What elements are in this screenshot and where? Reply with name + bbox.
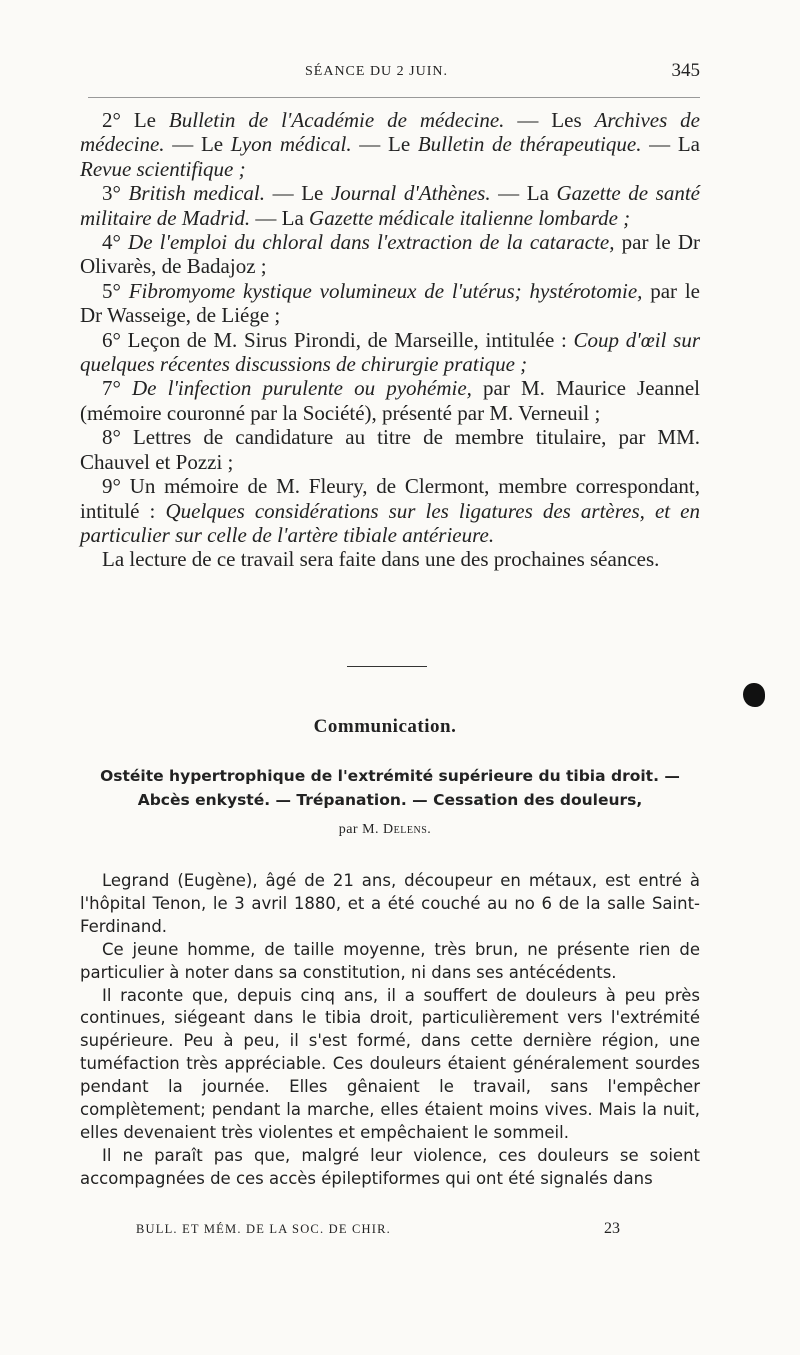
- italic-title: British medical.: [128, 181, 265, 206]
- article-title: Ostéite hypertrophique de l'extrémité supérieure du tibia droit. — Abcès enkysté. — Trépanation. — Cessation des douleurs,: [100, 767, 680, 809]
- byline: [0, 822, 770, 838]
- byline-prefix: par M.: [338, 822, 380, 837]
- italic-title: Lyon médical.: [230, 132, 352, 157]
- italic-title: Journal d'Athènes.: [330, 181, 491, 206]
- italic-title: De l'infection purulente ou pyohémie,: [132, 376, 472, 401]
- list-item: 3° British medical. — Le Journal d'Athènes. — La Gazette de santé militaire de Madrid. — La Gazette médicale italienne lombarde ;: [80, 181, 700, 230]
- list-item: 6° Leçon de M. Sirus Pirondi, de Marseille, intitulée : Coup d'œil sur quelques récentes discussions de chirurgie pratique ;: [80, 327, 700, 377]
- article-body: [80, 870, 700, 1191]
- ink-blot-mark: [743, 683, 765, 707]
- italic-title: Gazette médicale italienne lombarde ;: [309, 205, 631, 230]
- received-items-list: [80, 108, 700, 572]
- running-header: [80, 58, 700, 88]
- list-item: 9° Un mémoire de M. Fleury, de Clermont, membre correspondant, intitulé : Quelques considérations sur les ligatures des artères, et en particulier sur celle de l'artère tibiale antérieure.: [80, 474, 700, 547]
- list-item: 8° Lettres de candidature au titre de membre titulaire, par MM. Chauvel et Pozzi ;: [80, 425, 700, 474]
- list-item: 7° De l'infection purulente ou pyohémie, par M. Maurice Jeannel (mémoire couronné par la Société), présenté par M. Verneuil ;: [80, 376, 700, 425]
- italic-title: Bulletin de l'Académie de médecine.: [168, 108, 505, 132]
- page-number: 345: [671, 60, 700, 81]
- italic-title: Coup d'œil sur quelques récentes discussions de chirurgie pratique ;: [80, 327, 700, 377]
- italic-title: Archives de médecine.: [80, 108, 701, 157]
- header-rule: [88, 97, 700, 98]
- paragraph: Ce jeune homme, de taille moyenne, très brun, ne présente rien de particulier à noter dans sa constitution, ni dans ses antécédents.: [80, 939, 700, 982]
- italic-title: Gazette de santé militaire de Madrid.: [80, 181, 700, 230]
- list-item: 5° Fibromyome kystique volumineux de l'utérus; hystérotomie, par le Dr Wasseige, de Liége ;: [80, 278, 700, 328]
- list-item: 4° De l'emploi du chloral dans l'extraction de la cataracte, par le Dr Olivarès, de Badajoz ;: [80, 230, 700, 279]
- list-item: La lecture de ce travail sera faite dans une des prochaines séances.: [102, 547, 660, 572]
- byline-author: Delens.: [383, 822, 432, 837]
- footer-signature-number: 23: [604, 1220, 620, 1237]
- list-item: 2° Le Bulletin de l'Académie de médecine. — Les Archives de médecine. — Le Lyon médical. — Le Bulletin de thérapeutique. — La Revue scientifique ;: [80, 108, 701, 181]
- footer-journal: BULL. ET MÉM. DE LA SOC. DE CHIR.: [136, 1222, 391, 1236]
- paragraph: Legrand (Eugène), âgé de 21 ans, découpeur en métaux, est entré à l'hôpital Tenon, le 3 avril 1880, et a été couché au no 6 de la salle Saint-Ferdinand.: [80, 871, 700, 936]
- italic-title: De l'emploi du chloral dans l'extraction de la cataracte,: [128, 230, 615, 255]
- section-title: Communication.: [313, 716, 457, 737]
- header-title: SÉANCE DU 2 JUIN.: [305, 64, 448, 79]
- italic-title: Bulletin de thérapeutique.: [417, 132, 642, 157]
- italic-title: Revue scientifique ;: [80, 156, 246, 181]
- italic-title: Quelques considérations sur les ligatures des artères, et en particulier sur celle de l'artère tibiale antérieure.: [80, 498, 700, 547]
- paragraph: Il ne paraît pas que, malgré leur violence, ces douleurs se soient accompagnées de ces accès épileptiformes qui ont été signalés dans: [80, 1145, 700, 1188]
- page-footer: [136, 1222, 620, 1237]
- paragraph: Il raconte que, depuis cinq ans, il a souffert de douleurs à peu près continues, siégeant dans le tibia droit, particulièrement vers l'extrémité supérieure. Peu à peu, il s'est formé, dans cette dernière région, une tuméfaction très appréciable. Ces douleurs étaient généralement sourdes pendant la journée. Elles gênaient le travail, sans l'empêcher complètement; pendant la marche, elles étaient moins vives. Mais la nuit, elles devenaient très violentes et empêchaient le sommeil.: [80, 985, 700, 1142]
- italic-title: Fibromyome kystique volumineux de l'utérus; hystérotomie,: [128, 278, 643, 303]
- section-separator: [347, 666, 427, 667]
